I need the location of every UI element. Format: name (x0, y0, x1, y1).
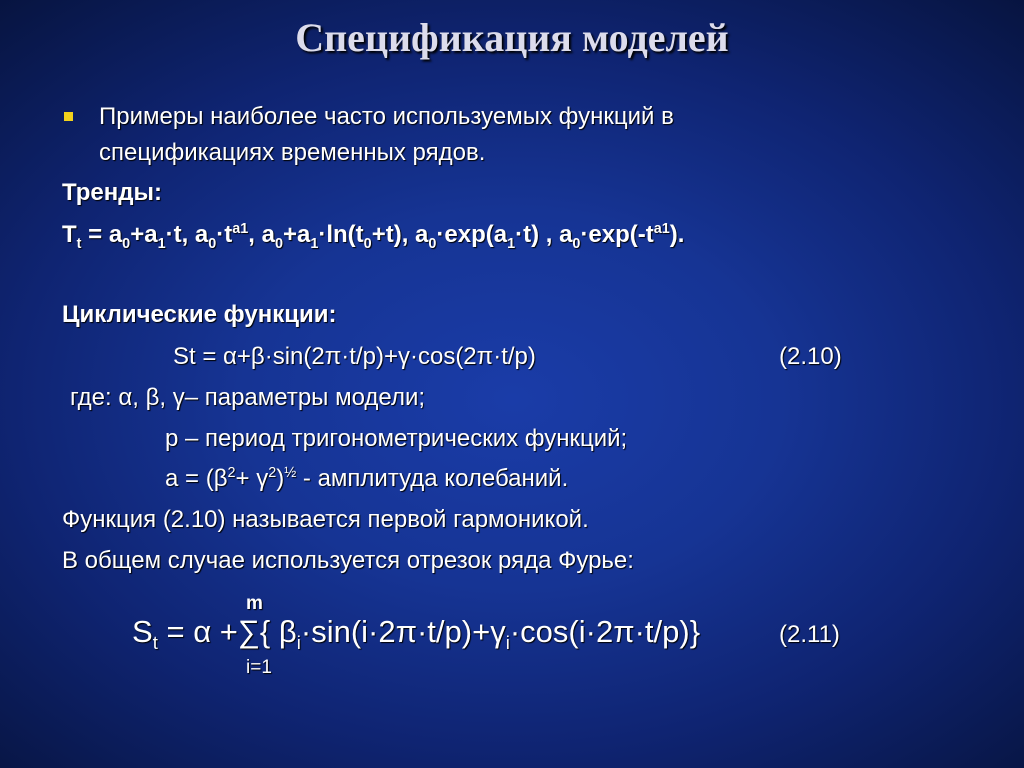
where-line: где: α, β, γ– параметры модели; (70, 384, 426, 411)
formula-2-11-label: (2.11) (779, 621, 840, 648)
bullet-text-line-1: Примеры наиболее часто используемых функций в (99, 103, 674, 130)
amplitude-line: $a = (\beta^2+ \gamma^2)^{\frac{1}{2}}$ - амплитуда колебаний. (165, 465, 569, 492)
fourier-line: В общем случае используется отрезок ряда Фурье: (62, 547, 634, 574)
formula-2-11: $S_t = \alpha$ +∑{ $\beta_i\cdot\sin(i\cdot 2\pi\cdot t/p)+\gamma_i\cdot\cos(i\cdot 2\pi\cdot t/p)$} (132, 614, 701, 654)
harmonic-line: Функция (2.10) называется первой гармоникой. (62, 506, 589, 533)
formula-2-10: St = α+β·sin(2π·t/p)+γ·cos(2π·t/p) (173, 343, 536, 370)
period-line: p – период тригонометрических функций; (165, 425, 628, 452)
bullet-text-line-2: спецификациях временных рядов. (99, 139, 486, 166)
trend-formula: $T_t = a_0+a_1\cdot t$, $a_0\cdot t^{a1}$, $a_0+a_1\cdot\ln(t_0+t)$, $a_0\cdot\exp(a_1\cdot t)$ , $a_0\cdot\exp(-t^{a1})$. (62, 221, 685, 252)
trends-heading: Тренды: (62, 179, 162, 206)
cyclic-heading: Циклические функции: (62, 301, 337, 328)
sum-lower-limit: i=1 (246, 657, 272, 678)
sum-upper-limit: m (246, 593, 263, 614)
formula-2-10-label: (2.10) (779, 343, 842, 370)
slide-title: Спецификация моделей (295, 15, 729, 60)
bullet-square-icon (64, 112, 73, 121)
